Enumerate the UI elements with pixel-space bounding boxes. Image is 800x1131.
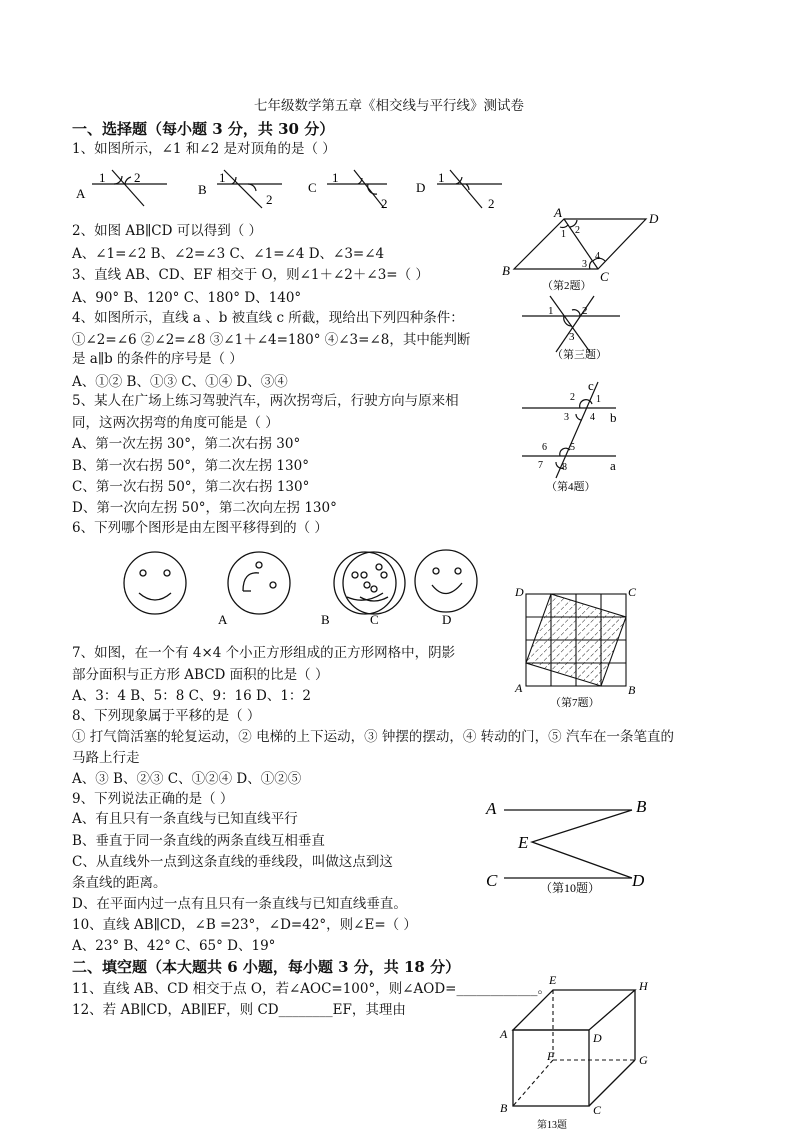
- q9-stem: 9、下列说法正确的是（ ）: [72, 791, 234, 807]
- q6-label-c: C: [370, 612, 379, 627]
- vertex-label: B: [628, 683, 636, 697]
- angle-label: 7: [538, 460, 543, 471]
- q4-line2: ①∠2=∠6 ②∠2=∠8 ③∠1＋∠4=180° ④∠3=∠8，其中能判断: [72, 332, 471, 348]
- vertex-label: A: [515, 681, 523, 695]
- q2-stem: 2、如图 AB∥CD 可以得到（ ）: [72, 223, 263, 239]
- angle-label: 6: [542, 442, 547, 453]
- q3-options: A、90° B、120° C、180° D、140°: [72, 290, 302, 306]
- q9-option-c: C、从直线外一点到这条直线的垂线段，叫做这点到这: [72, 854, 393, 870]
- vertex-label: D: [649, 211, 659, 226]
- fig13-caption: 第13题: [537, 1120, 567, 1131]
- fig10-caption: （第10题）: [540, 881, 601, 895]
- q9-option-a: A、有且只有一条直线与已知直线平行: [72, 811, 298, 827]
- angle-label: 2: [134, 170, 141, 185]
- vertex-label: E: [518, 833, 529, 852]
- q6-stem: 6、下列哪个图形是由左图平移得到的（ ）: [72, 520, 328, 536]
- line-label: c: [588, 378, 594, 393]
- fig4-parallel-lines: [520, 378, 630, 498]
- line-label: a: [610, 458, 616, 473]
- vertex-label: C: [600, 269, 609, 284]
- q8-line3: 马路上行走: [72, 750, 140, 766]
- vertex-label: B: [636, 797, 647, 816]
- fig2-caption: （第2题）: [542, 280, 592, 292]
- angle-label: 2: [570, 392, 575, 403]
- q6-label-b: B: [321, 612, 330, 627]
- q8-stem: 8、下列现象属于平移的是（ ）: [72, 708, 261, 724]
- vertex-label: C: [486, 871, 498, 890]
- vertex-label: G: [639, 1053, 648, 1067]
- fig3-caption: （第三题）: [552, 349, 607, 361]
- vertex-label: B: [502, 263, 510, 278]
- q7-options: A、3：4 B、5：8 C、9：16 D、1：2: [72, 688, 311, 704]
- angle-label: 3: [564, 412, 569, 423]
- angle-label: 2: [582, 305, 588, 317]
- angle-label: 2: [575, 225, 580, 236]
- q7-line2: 部分面积与正方形 ABCD 面积的比是（ ）: [72, 667, 329, 683]
- vertex-label: H: [639, 979, 648, 993]
- q5-option-c: C、第一次右拐 50°，第二次右拐 130°: [72, 479, 310, 495]
- q12: 12、若 AB∥CD，AB∥EF，则 CD________EF，其理由: [72, 1002, 406, 1018]
- angle-label: 3: [569, 331, 575, 343]
- angle-label: 4: [590, 412, 595, 423]
- vertex-label: C: [628, 585, 637, 599]
- q9-option-b: B、垂直于同一条直线的两条直线互相垂直: [72, 833, 325, 849]
- q2-options: A、∠1=∠2 B、∠2=∠3 C、∠1=∠4 D、∠3=∠4: [72, 246, 385, 262]
- q8-options: A、③ B、②③ C、①②④ D、①②⑤: [72, 771, 302, 787]
- q7-line1: 7、如图，在一个有 4×4 个小正方形组成的正方形网格中，阴影: [72, 645, 456, 661]
- angle-label: 1: [438, 170, 445, 185]
- angle-label: 1: [596, 394, 601, 405]
- q11: 11、直线 AB、CD 相交于点 O，若∠AOC=100°，则∠AOD=____________。: [72, 981, 551, 997]
- angle-label: 2: [381, 196, 388, 211]
- angle-label: 4: [595, 251, 600, 262]
- q1-option-label: C: [308, 180, 317, 195]
- q1-stem: 1、如图所示，∠1 和∠2 是对顶角的是（ ）: [72, 141, 336, 157]
- vertex-label: A: [554, 205, 562, 220]
- angle-label: 3: [582, 259, 587, 270]
- angle-label: 1: [219, 170, 226, 185]
- q1-option-label: D: [416, 180, 426, 195]
- vertex-label: A: [500, 1027, 508, 1041]
- q10-options: A、23° B、42° C、65° D、19°: [72, 938, 276, 954]
- line-label: b: [610, 410, 617, 425]
- page-title: 七年级数学第五章《相交线与平行线》测试卷: [254, 98, 524, 114]
- fig7-caption: （第7题）: [550, 697, 600, 709]
- fig4-caption: （第4题）: [546, 481, 596, 493]
- vertex-label: F: [547, 1049, 555, 1063]
- angle-label: 2: [488, 196, 495, 211]
- fig10-zigzag: [482, 792, 657, 897]
- q4-line1: 4、如图所示，直线 a 、b 被直线 c 所截，现给出下列四种条件：: [72, 310, 464, 326]
- vertex-label: A: [486, 799, 497, 818]
- q5-line1: 5、某人在广场上练习驾驶汽车，两次拐弯后，行驶方向与原来相: [72, 393, 459, 409]
- q4-options: A、①② B、①③ C、①④ D、③④: [72, 374, 288, 390]
- fig7-grid: [512, 582, 642, 712]
- q9-option-d: D、在平面内过一点有且只有一条直线与已知直线垂直。: [72, 896, 407, 912]
- fig2-parallelogram: [498, 205, 673, 293]
- q5-option-b: B、第一次右拐 50°，第二次左拐 130°: [72, 458, 309, 474]
- section-2-heading: 二、填空题（本大题共 6 小题，每小题 3 分，共 18 分）: [72, 958, 461, 976]
- q9-option-c-cont: 条直线的距离。: [72, 875, 167, 891]
- vertex-label: C: [593, 1103, 602, 1117]
- q1-option-label: B: [198, 182, 207, 197]
- q5-line2: 同，这两次拐弯的角度可能是（ ）: [72, 415, 279, 431]
- section-1-heading: 一、选择题（每小题 3 分，共 30 分）: [72, 120, 335, 138]
- q1-figures: [72, 164, 512, 216]
- vertex-label: D: [593, 1031, 602, 1045]
- angle-label: 2: [266, 192, 273, 207]
- q6-labels: [115, 608, 490, 630]
- q1-option-label: A: [76, 186, 86, 201]
- vertex-label: B: [500, 1101, 508, 1115]
- angle-label: 1: [548, 305, 554, 317]
- angle-label: 5: [570, 442, 575, 453]
- q10-stem: 10、直线 AB∥CD，∠B =23°，∠D=42°，则∠E=（ ）: [72, 917, 417, 933]
- angle-label: 1: [561, 229, 566, 240]
- vertex-label: E: [549, 973, 557, 987]
- vertex-label: D: [632, 871, 645, 890]
- fig3-intersecting-lines: [520, 290, 630, 365]
- q8-line2: ① 打气筒活塞的轮复运动，② 电梯的上下运动，③ 钟摆的摆动，④ 转动的门，⑤ 汽车在一条笔直的: [72, 729, 674, 745]
- q6-label-d: D: [442, 612, 452, 627]
- q4-line3: 是 a∥b 的条件的序号是（ ）: [72, 351, 243, 367]
- q3-stem: 3、直线 AB、CD、EF 相交于 O，则∠1＋∠2＋∠3=（ ）: [72, 267, 429, 283]
- q5-option-d: D、第一次向左拐 50°，第二次向左拐 130°: [72, 500, 337, 516]
- angle-label: 8: [562, 462, 567, 473]
- angle-label: 1: [99, 170, 106, 185]
- vertex-label: D: [515, 585, 524, 599]
- q5-option-a: A、第一次左拐 30°，第二次右拐 30°: [72, 436, 301, 452]
- fig13-cube: [497, 968, 667, 1131]
- angle-label: 1: [332, 170, 339, 185]
- q6-label-a: A: [218, 612, 228, 627]
